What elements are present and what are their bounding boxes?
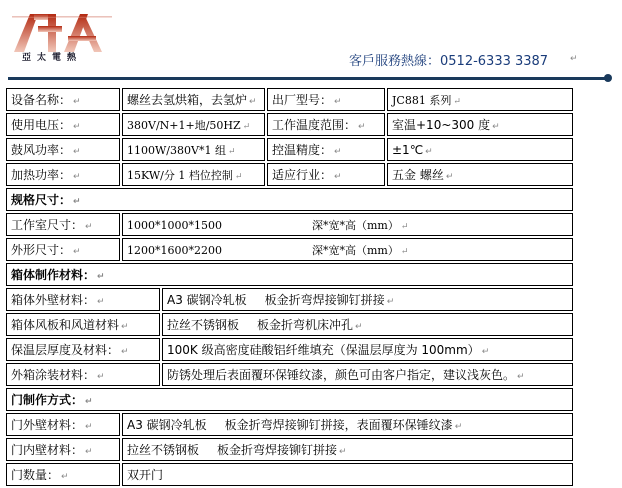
spec-value: 380V/N+1+地/50HZ ↵ (122, 113, 265, 136)
header-divider-end (604, 74, 612, 82)
spec-value: 拉丝不锈钢板 板金折弯机床冲孔 ↵ (162, 313, 573, 336)
spec-label: 加热功率： ↵ (6, 163, 120, 186)
spec-value: 1100W/380V*1 组 ↵ (122, 138, 265, 161)
table-row (6, 363, 573, 386)
spec-table (4, 86, 575, 488)
spec-value: 15KW/分 1 档位控制 ↵ (122, 163, 265, 186)
spec-label: 控温精度： ↵ (267, 138, 385, 161)
spec-value: 100K 级高密度硅酸铝纤维填充（保温层厚度为 100mm） ↵ (162, 338, 573, 361)
section-heading: 门制作方式： ↵ (6, 388, 573, 411)
spec-label: 箱体风板和风道材料 ↵ (6, 313, 160, 336)
section-heading: 规格尺寸： ↵ (6, 188, 573, 211)
table-row (6, 213, 573, 236)
spec-label: 使用电压： ↵ (6, 113, 120, 136)
spec-label: 门数量： ↵ (6, 463, 120, 486)
section-row (6, 388, 573, 411)
spec-label: 外箱涂装材料： ↵ (6, 363, 160, 386)
spec-value: 双开门 (122, 463, 573, 486)
spec-label: 工作室尺寸： ↵ (6, 213, 120, 236)
spec-value: 螺丝去氢烘箱，去氢炉 ↵ (122, 88, 265, 111)
spec-label: 工作温度范围： ↵ (267, 113, 385, 136)
spec-label: 箱体外壁材料： ↵ (6, 288, 160, 311)
spec-label: 外形尺寸： ↵ (6, 238, 120, 261)
table-row (6, 413, 573, 436)
page-header (0, 0, 622, 86)
spec-value: 防锈处理后表面覆环保锤纹漆，颜色可由客户指定，建议浅灰色。 ↵ (162, 363, 573, 386)
spec-label: 适应行业： ↵ (267, 163, 385, 186)
spec-label: 设备名称： ↵ (6, 88, 120, 111)
table-row (6, 288, 573, 311)
spec-value: 1000*1000*1500 深*宽*高（mm） ↵ (122, 213, 573, 236)
section-row (6, 188, 573, 211)
table-row (6, 313, 573, 336)
spec-value: 拉丝不锈钢板 板金折弯焊接铆钉拼接 ↵ (122, 438, 573, 461)
spec-value: ±1℃ ↵ (387, 138, 573, 161)
spec-value: 1200*1600*2200 深*宽*高（mm） ↵ (122, 238, 573, 261)
paragraph-mark-icon: ↵ (570, 54, 578, 64)
spec-label: 鼓风功率： ↵ (6, 138, 120, 161)
spec-value: A3 碳钢冷轧板 板金折弯焊接铆钉拼接 ↵ (162, 288, 573, 311)
spec-value: JC881 系列 ↵ (387, 88, 573, 111)
spec-label: 门内壁材料： ↵ (6, 438, 120, 461)
spec-label: 保温层厚度及材料： ↵ (6, 338, 160, 361)
table-row (6, 338, 573, 361)
table-row (6, 238, 573, 261)
spec-label: 门外壁材料： ↵ (6, 413, 120, 436)
spec-value: 室温+10~300 度 ↵ (387, 113, 573, 136)
hotline-text: 客戶服務熱線：0512-6333 3387 (349, 54, 549, 69)
table-row (6, 438, 573, 461)
table-row (6, 163, 573, 186)
table-row (6, 113, 573, 136)
section-row (6, 263, 573, 286)
logo-text: 亞太電熱 (22, 53, 83, 63)
table-row (6, 138, 573, 161)
section-heading: 箱体制作材料： ↵ (6, 263, 573, 286)
spec-label: 出厂型号： ↵ (267, 88, 385, 111)
spec-value: 五金 螺丝 ↵ (387, 163, 573, 186)
table-row (6, 463, 573, 486)
table-row (6, 88, 573, 111)
header-divider (8, 77, 606, 80)
spec-value: A3 碳钢冷轧板 板金折弯焊接铆钉拼接，表面覆环保锤纹漆 ↵ (122, 413, 573, 436)
